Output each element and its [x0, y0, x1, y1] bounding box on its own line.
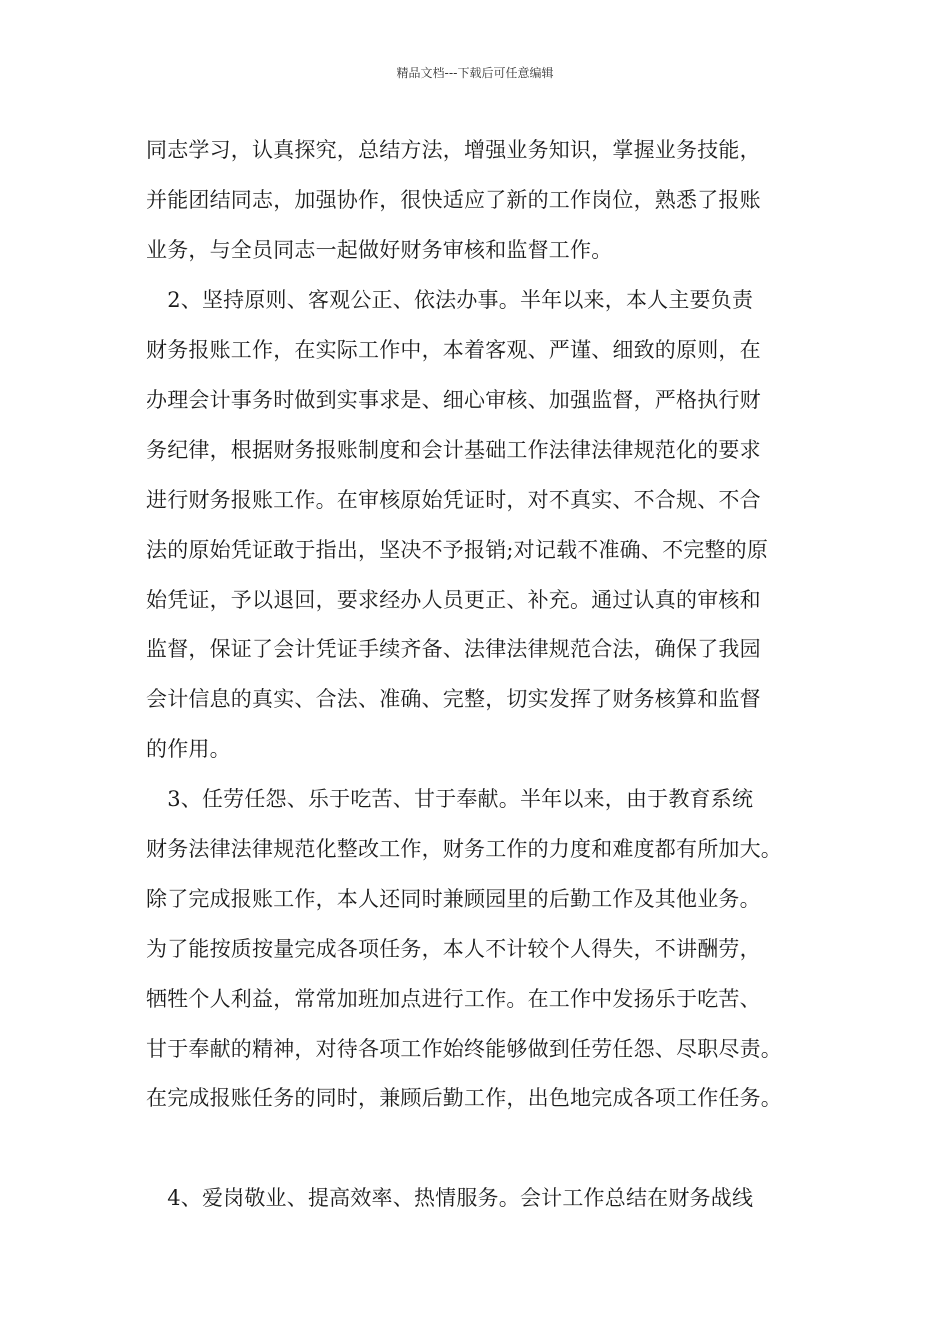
text-line: 财务报账工作，在实际工作中，本着客观、严谨、细致的原则，在 [146, 338, 761, 362]
text-line: 监督，保证了会计凭证手续齐备、法律法律规范合法，确保了我园 [146, 637, 761, 661]
text-line: 2、坚持原则、客观公正、依法办事。半年以来，本人主要负责 [146, 288, 754, 312]
text-line: 甘于奉献的精神，对待各项工作始终能够做到任劳任怨、尽职尽责。 [146, 1037, 782, 1061]
text-line: 为了能按质按量完成各项任务，本人不计较个人得失，不讲酬劳， [146, 937, 761, 961]
text-line: 财务法律法律规范化整改工作，财务工作的力度和难度都有所加大。 [146, 837, 782, 861]
text-line: 法的原始凭证敢于指出，坚决不予报销;对记载不准确、不完整的原 [146, 538, 769, 562]
text-line: 同志学习，认真探究，总结方法，增强业务知识，掌握业务技能， [146, 138, 761, 162]
text-line: 并能团结同志，加强协作，很快适应了新的工作岗位，熟悉了报账 [146, 188, 761, 212]
text-line: 务纪律，根据财务报账制度和会计基础工作法律法律规范化的要求 [146, 438, 761, 462]
text-line: 4、爱岗敬业、提高效率、热情服务。会计工作总结在财务战线 [146, 1186, 754, 1210]
text-line: 牺牲个人利益，常常加班加点进行工作。在工作中发扬乐于吃苦、 [146, 987, 761, 1011]
text-line: 进行财务报账工作。在审核原始凭证时，对不真实、不合规、不合 [146, 488, 761, 512]
text-line: 的作用。 [146, 737, 231, 761]
text-line: 业务，与全员同志一起做好财务审核和监督工作。 [146, 238, 613, 262]
text-line: 在完成报账任务的同时，兼顾后勤工作，出色地完成各项工作任务。 [146, 1086, 782, 1110]
text-line: 办理会计事务时做到实事求是、细心审核、加强监督，严格执行财 [146, 388, 761, 412]
text-line: 始凭证，予以退回，要求经办人员更正、补充。通过认真的审核和 [146, 588, 761, 612]
text-line: 除了完成报账工作，本人还同时兼顾园里的后勤工作及其他业务。 [146, 887, 761, 911]
text-line: 会计信息的真实、合法、准确、完整，切实发挥了财务核算和监督 [146, 687, 761, 711]
text-line: 3、任劳任怨、乐于吃苦、甘于奉献。半年以来，由于教育系统 [146, 787, 754, 811]
page-header: 精品文档---下载后可任意编辑 [396, 66, 554, 80]
